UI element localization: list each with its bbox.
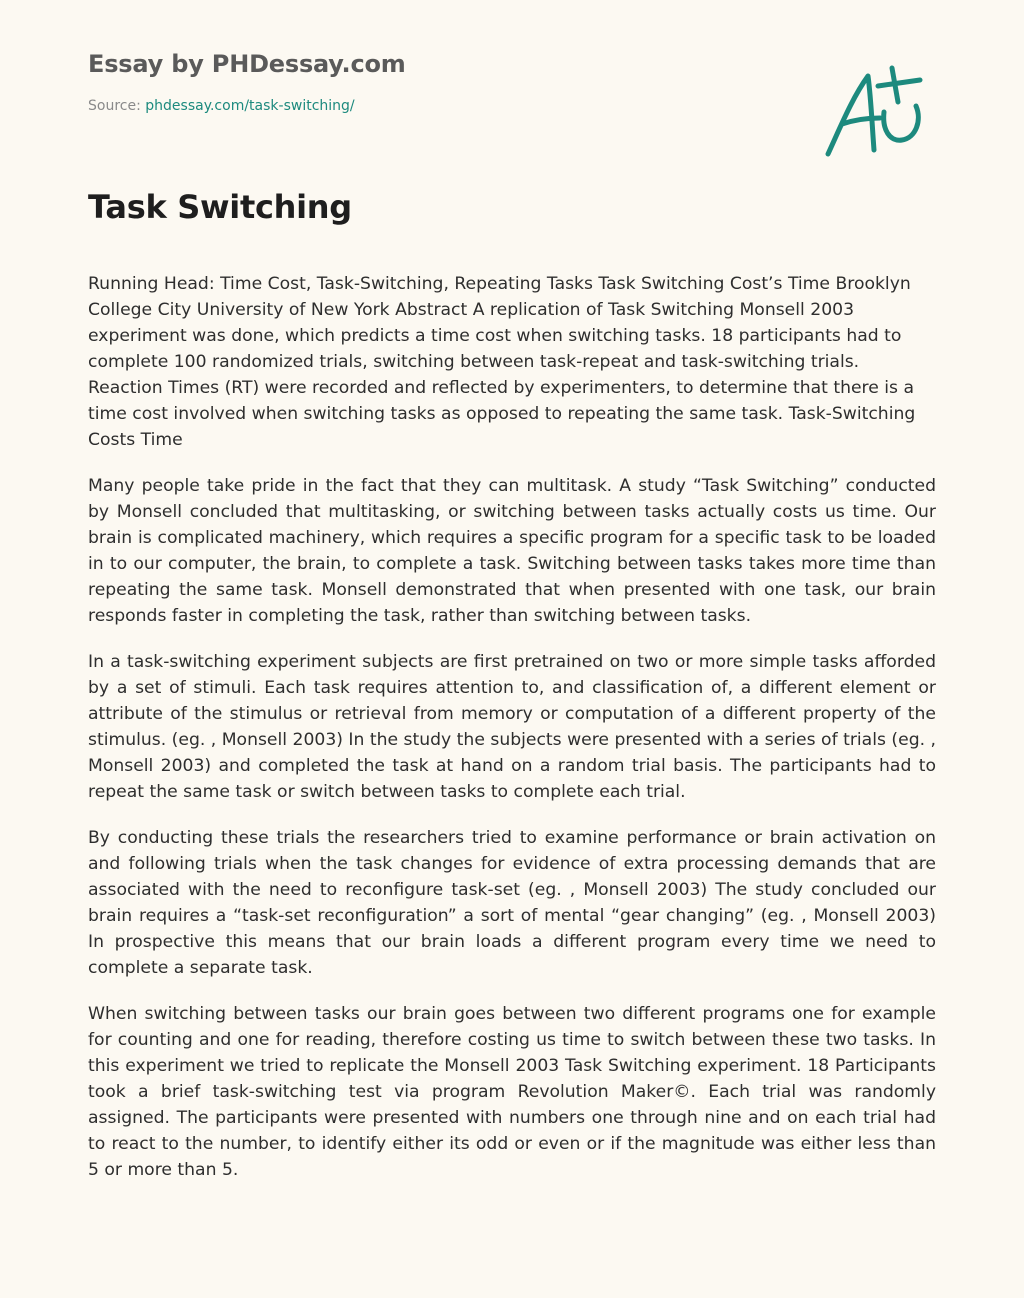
essay-paragraph: Running Head: Time Cost, Task-Switching, Repeating Tasks Task Switching Cost’s Time Brooklyn College City University of New York Abstract A replication of Task Switching Monsell 2003 experiment was done, which predicts a time cost when switching tasks. 18 participants had to complete 100 randomized trials, switching between task-repeat and task-switching trials. Reaction Times (RT) were recorded and reflected by experimenters, to determine that there is a time cost involved when switching tasks as opposed to repeating the same task. Task-Switching Costs Time (88, 274, 916, 450)
site-title: Essay by PHDessay.com (88, 50, 406, 78)
page-title: Task Switching (88, 188, 352, 226)
source-label: Source: (88, 98, 146, 114)
source-line (88, 98, 788, 114)
essay-paragraph: When switching between tasks our brain goes between two different programs one for example for counting and one for reading, therefore costing us time to switch between these two tasks. In this experiment we tried to replicate the Monsell 2003 Task Switching experiment. 18 Participants took a brief task-switching test via program Revolution Maker©. Each trial was randomly assigned. The participants were presented with numbers one through nine and on each trial had to react to the number, to identify either its odd or even or if the magnitude was either less than 5 or more than 5. (88, 1004, 936, 1180)
site-header (88, 50, 788, 114)
a-plus-logo-icon (816, 58, 934, 162)
essay-paragraph: In a task-switching experiment subjects are first pretrained on two or more simple tasks afforded by a set of stimuli. Each task requires attention to, and classification of, a different element or attribute of the stimulus or retrieval from memory or computation of a different property of the stimulus. (eg. , Monsell 2003) In the study the subjects were presented with a series of trials (eg. , Monsell 2003) and completed the task at hand on a random trial basis. The participants had to repeat the same task or switch between tasks to complete each trial. (88, 652, 936, 802)
essay-body (88, 271, 936, 1203)
essay-paragraph: Many people take pride in the fact that they can multitask. A study “Task Switching” conducted by Monsell concluded that multitasking, or switching between tasks actually costs us time. Our brain is complicated machinery, which requires a specific program for a specific task to be loaded in to our computer, the brain, to complete a task. Switching between tasks takes more time than repeating the same task. Monsell demonstrated that when presented with one task, our brain responds faster in completing the task, rather than switching between tasks. (88, 476, 936, 626)
source-link[interactable]: phdessay.com/task-switching/ (145, 98, 355, 114)
essay-paragraph: By conducting these trials the researchers tried to examine performance or brain activation on and following trials when the task changes for evidence of extra processing demands that are associated with the need to reconfigure task-set (eg. , Monsell 2003) The study concluded our brain requires a “task-set reconfiguration” a sort of mental “gear changing” (eg. , Monsell 2003) In prospective this means that our brain loads a different program every time we need to complete a separate task. (88, 828, 936, 978)
